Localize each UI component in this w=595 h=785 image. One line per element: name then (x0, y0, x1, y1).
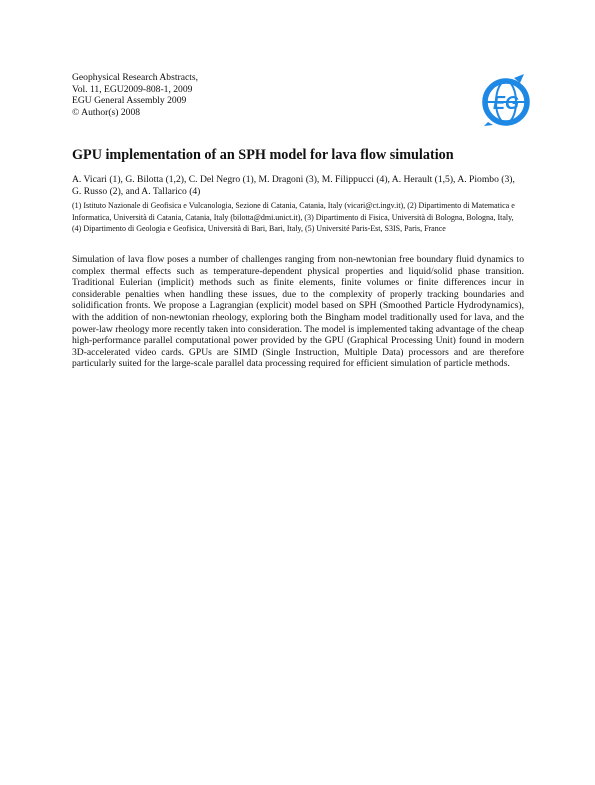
author-list: A. Vicari (1), G. Bilotta (1,2), C. Del Negro (1), M. Dragoni (3), M. Filippucci (4), A. Herault (1,5), A. Piombo (3), G. Russo (2), and A. Tallarico (4) (72, 174, 515, 197)
svg-text:EG: EG (492, 93, 520, 113)
header-journal: Geophysical Research Abstracts, (72, 72, 199, 83)
abstract-body: Simulation of lava flow poses a number of challenges ranging from non-newtonian free boundary fluid dynamics to complex thermal effects such as temperature-dependent physical properties and liquid/solid phase transition. Traditional Eulerian (implicit) methods such as finite elements, finite volumes or finite differences incur in considerable penalties when handling these issues, due to the complexity of properly tracking boundaries and solidification fronts. We propose a Lagrangian (explicit) model based on SPH (Smoothed Particle Hydrodynamics), with the addition of non-newtonian rheology, exploring both the Bingham model traditionally used for lava, and the power-law rheology more recently taken into consideration. The model is implemented taking advantage of the cheap high-performance parallel computational power provided by the GPU (Graphical Processing Unit) found in modern 3D-accelerated video cards. GPUs are SIMD (Single Instruction, Multiple Data) processors and are therefore particularly suited for the large-scale parallel data processing required for efficient simulation of particle methods. (72, 254, 524, 370)
publication-header (72, 72, 198, 118)
paper-title: GPU implementation of an SPH model for lava flow simulation (72, 147, 454, 163)
header-copyright: © Author(s) 2008 (72, 106, 141, 118)
header-volume: Vol. 11, EGU2009-808-1, 2009 (72, 83, 193, 95)
egu-logo-icon (478, 72, 534, 128)
header-assembly: EGU General Assembly 2009 (72, 95, 187, 107)
affiliations: (1) Istituto Nazionale di Geofisica e Vulcanologia, Sezione di Catania, Catania, Italy (vicari@ct.ingv.it), (2) Dipartimento di Matematica e Informatica, Università di Catania, Catania, Italy (bilotta@dmi.unict.it), (3) Dipartimento di Fisica, Università di Bologna, Bologna, Italy, (4) Dipartimento di Geologia e Geofisica, Università di Bari, Bari, Italy, (5) Université Paris-Est, S3IS, Paris, France (72, 201, 515, 234)
